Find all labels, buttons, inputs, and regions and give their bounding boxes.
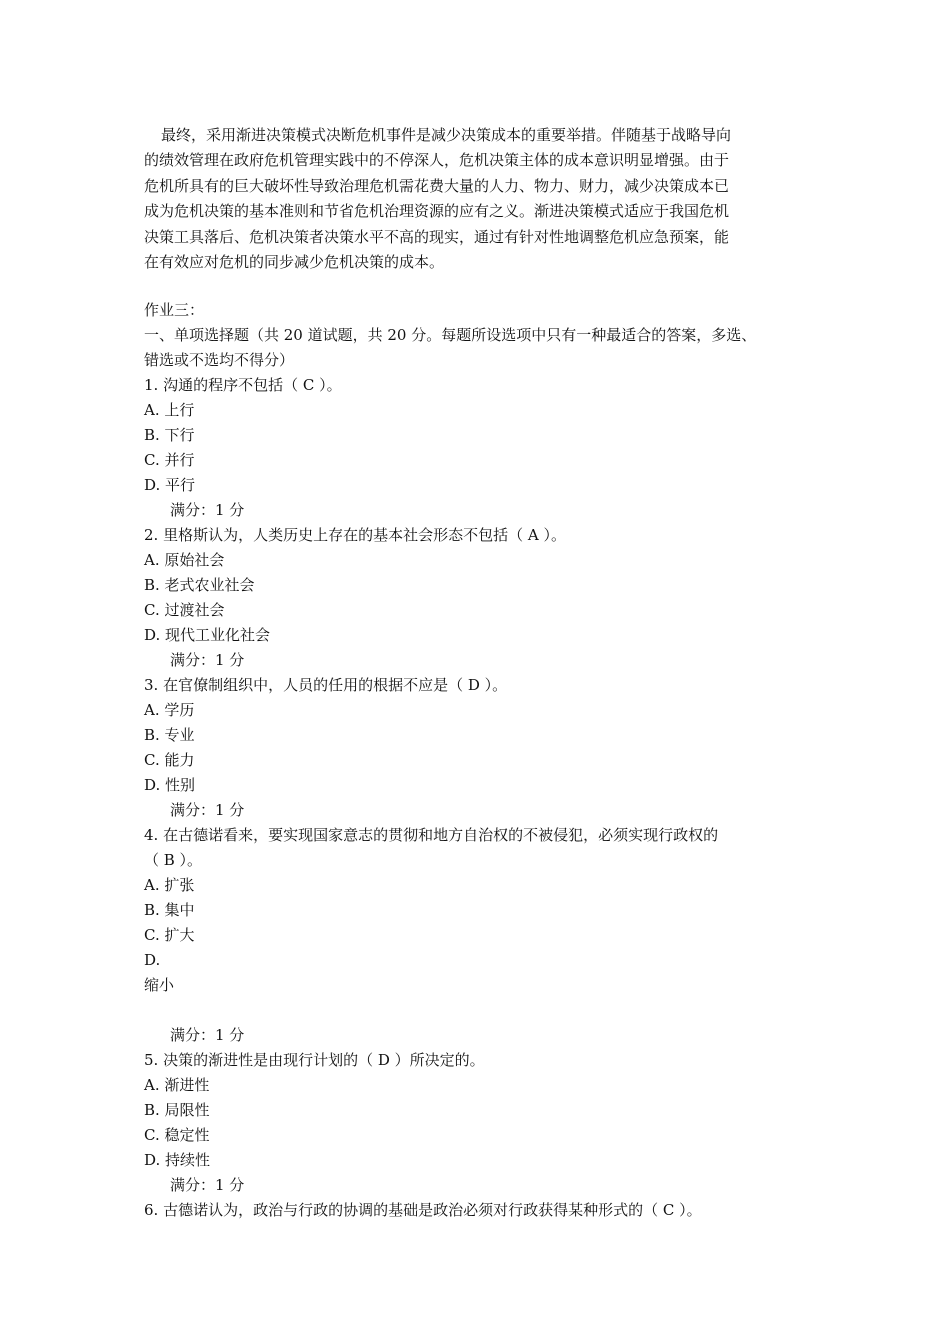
question-score: 满分：1 分	[170, 651, 245, 669]
question-6	[144, 1198, 824, 1223]
question-4	[144, 823, 824, 1048]
question-score: 满分：1 分	[170, 801, 245, 819]
question-2	[144, 523, 824, 673]
intro-paragraph	[144, 123, 812, 275]
option: A. 扩张	[144, 876, 195, 894]
question-stem: 3. 在官僚制组织中，人员的任用的根据不应是（ D ）。	[144, 676, 508, 694]
question-stem-continued: （ B ）。	[144, 851, 203, 869]
intro-line: 最终，采用渐进决策模式决断危机事件是减少决策成本的重要举措。伴随基于战略导向	[161, 126, 732, 144]
option: B. 专业	[144, 726, 195, 744]
option: A. 上行	[144, 401, 195, 419]
option: B. 下行	[144, 426, 195, 444]
intro-line: 决策工具落后、危机决策者决策水平不高的现实，通过有针对性地调整危机应急预案，能	[144, 227, 730, 246]
option: C. 扩大	[144, 926, 195, 944]
section-heading-line: 错选或不选均不得分）	[144, 351, 295, 369]
option: D. 平行	[144, 476, 196, 494]
question-score: 满分：1 分	[170, 1026, 245, 1044]
question-1	[144, 373, 824, 523]
option: D. 性别	[144, 776, 196, 794]
blank-line	[144, 998, 824, 1023]
section-heading-line: 一、单项选择题（共 20 道试题，共 20 分。每题所设选项中只有一种最适合的答案，多选、	[144, 326, 757, 344]
question-stem: 2. 里格斯认为，人类历史上存在的基本社会形态不包括（ A ）。	[144, 526, 566, 544]
question-5	[144, 1048, 824, 1198]
question-stem: 5. 决策的渐进性是由现行计划的（ D ）所决定的。	[144, 1051, 485, 1069]
option: C. 并行	[144, 451, 195, 469]
option: C. 过渡社会	[144, 601, 225, 619]
assignment-title: 作业三：	[144, 301, 205, 319]
intro-line: 成为危机决策的基本准则和节省危机治理资源的应有之义。渐进决策模式适应于我国危机	[144, 202, 730, 221]
option: B. 老式农业社会	[144, 576, 255, 594]
option: A. 原始社会	[144, 551, 225, 569]
question-score: 满分：1 分	[170, 501, 245, 519]
question-stem: 6. 古德诺认为，政治与行政的协调的基础是政治必须对行政获得某种形式的（ C ）。	[144, 1201, 702, 1219]
option: D. 持续性	[144, 1151, 211, 1169]
option: A. 渐进性	[144, 1076, 210, 1094]
question-score: 满分：1 分	[170, 1176, 245, 1194]
option-text-wrapped: 缩小	[144, 976, 175, 994]
option: D.	[144, 951, 161, 969]
option: C. 能力	[144, 751, 195, 769]
option: D. 现代工业化社会	[144, 626, 271, 644]
intro-line: 的绩效管理在政府危机管理实践中的不停深人，危机决策主体的成本意识明显增强。由于	[144, 151, 730, 170]
question-stem: 4. 在古德诺看来，要实现国家意志的贯彻和地方自治权的不被侵犯，必须实现行政权的	[144, 826, 719, 844]
option: B. 局限性	[144, 1101, 210, 1119]
question-3	[144, 673, 824, 823]
assignment-body	[144, 298, 824, 1223]
question-stem: 1. 沟通的程序不包括（ C ）。	[144, 376, 342, 394]
option: C. 稳定性	[144, 1126, 210, 1144]
intro-line: 在有效应对危机的同步减少危机决策的成本。	[144, 252, 445, 271]
intro-line: 危机所具有的巨大破坏性导致治理危机需花费大量的人力、物力、财力，减少决策成本已	[144, 176, 730, 195]
option: B. 集中	[144, 901, 195, 919]
option: A. 学历	[144, 701, 195, 719]
